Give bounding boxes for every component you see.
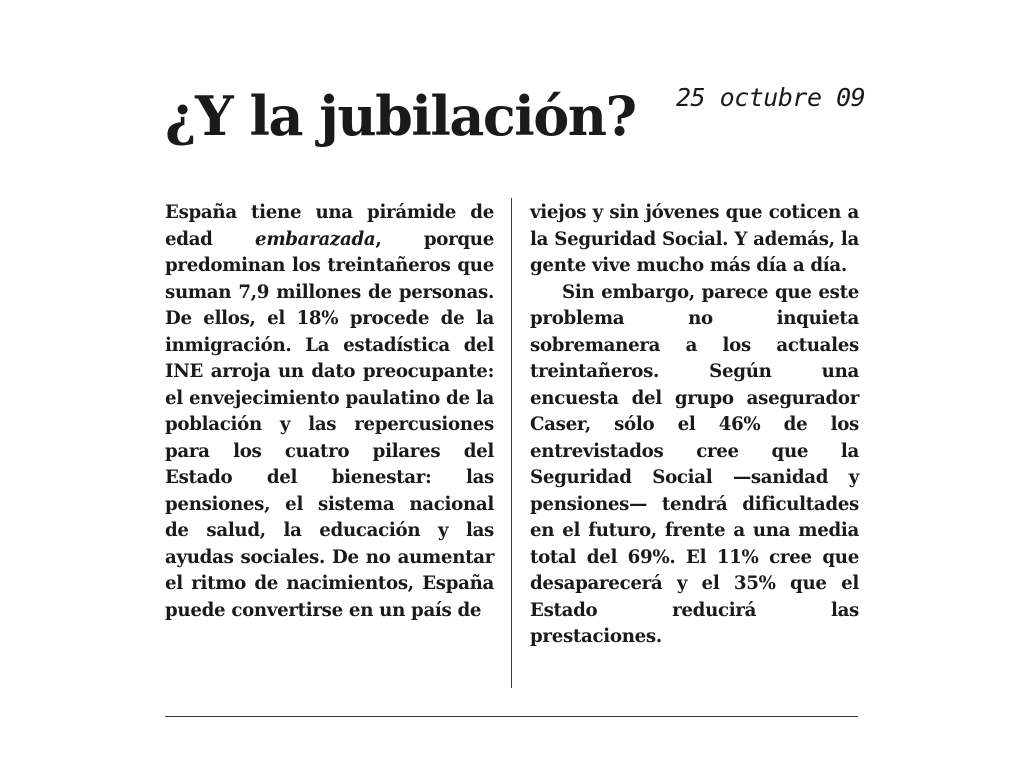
article-headline: ¿Y la jubilación? <box>165 84 636 148</box>
handwritten-date: 25 octubre 09 <box>676 83 866 112</box>
italic-word: embarazada <box>255 228 376 250</box>
article-column-left <box>165 200 494 624</box>
bottom-divider <box>165 716 858 717</box>
right-column-paragraph-2: Sin embargo, parece que este problema no inquieta sobremanera a los actuales treintañeros. Según una encuesta del grupo asegurador Caser, sólo el 46% de los entrevistados cree que la Seguridad Social —sanidad y pensiones— tendrá dificultades en el futuro, frente a una media total del 69%. El 11% cree que desaparecerá y el 35% que el Estado reducirá las prestaciones. <box>530 281 859 647</box>
left-text-before-italic: España tiene una pirámide de edad <box>165 202 494 250</box>
right-column-paragraph-1: viejos y sin jóvenes que coticen a la Seguridad Social. Y además, la gente vive mucho más día a día. <box>530 202 859 276</box>
left-column-paragraph <box>165 200 494 624</box>
left-text-after-italic: , porque predominan los treintañeros que suman 7,9 millones de personas. De ellos, el 18% procede de la inmigración. La estadística del INE arroja un dato preocupante: el envejecimiento paulatino de la población y las repercusiones para los cuatro pilares del Estado del bienestar: las pensiones, el sistema nacional de salud, la educación y las ayudas sociales. De no aumentar el ritmo de nacimientos, España puede convertirse en un país de <box>165 228 494 621</box>
article-column-right <box>530 200 859 651</box>
column-divider <box>511 198 512 688</box>
